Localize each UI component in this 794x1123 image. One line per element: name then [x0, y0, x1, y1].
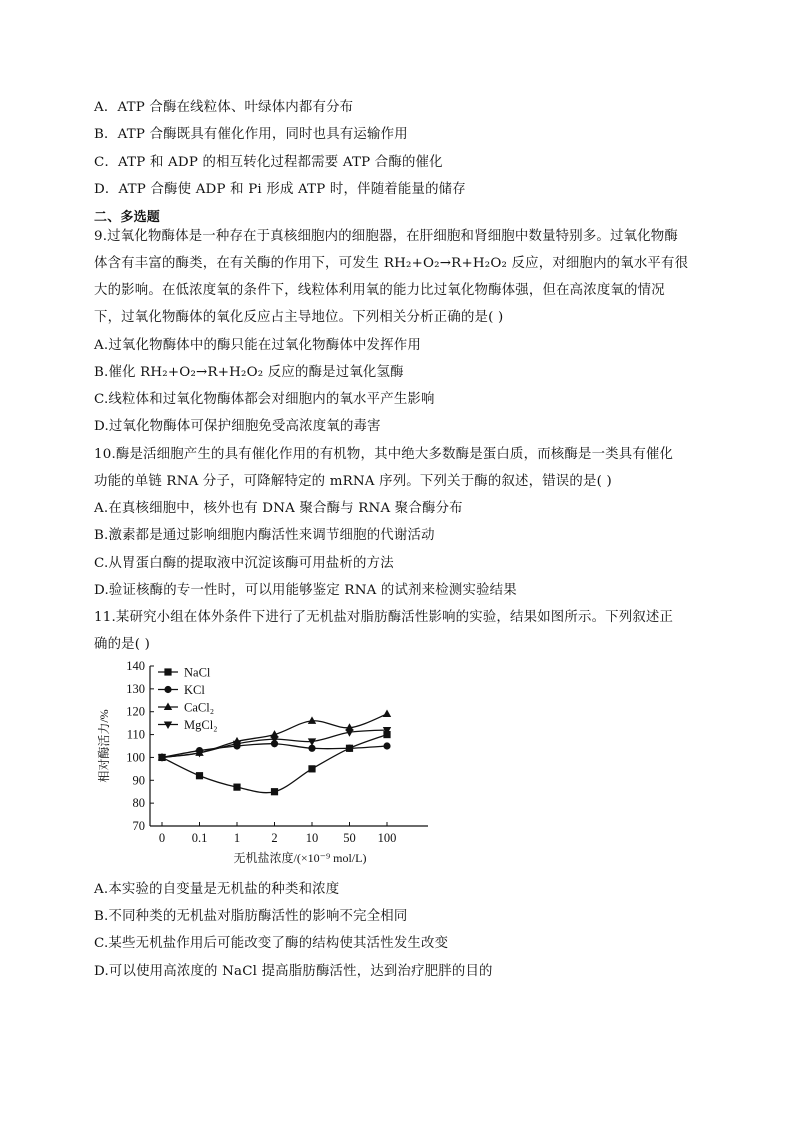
enzyme-activity-chart [94, 654, 444, 870]
legend-marker [164, 686, 171, 693]
q10-option-a: A.在真核细胞中，核外也有 DNA 聚合酶与 RNA 聚合酶分布 [94, 501, 463, 516]
x-tick-label: 2 [271, 831, 278, 845]
q10-stem-line-2: 功能的单链 RNA 分子，可降解特定的 mRNA 序列。下列关于酶的叙述，错误的是( ) [94, 474, 612, 489]
y-axis-label: 相对酶活力/% [97, 709, 111, 783]
data-point [308, 716, 316, 724]
y-tick-label: 130 [126, 681, 145, 696]
q10-option-d: D.验证核酶的专一性时，可以用能够鉴定 RNA 的试剂来检测实验结果 [94, 583, 517, 598]
data-point [233, 784, 240, 791]
q11-stem-line-2: 确的是( ) [94, 637, 151, 652]
q9-option-d: D.过氧化物酶体可保护细胞免受高浓度氧的毒害 [94, 419, 381, 434]
q9-stem-line-3: 大的影响。在低浓度氧的条件下，线粒体利用氧的能力比过氧化物酶体强，但在高浓度氧的情况 [94, 283, 665, 298]
y-tick-label: 90 [132, 773, 145, 788]
q10-option-c: C.从胃蛋白酶的提取液中沉淀该酶可用盐析的方法 [94, 556, 394, 571]
x-tick-label: 100 [377, 831, 397, 845]
q8-option-d: D．ATP 合酶使 ADP 和 Pi 形成 ATP 时，伴随着能量的储存 [94, 182, 466, 197]
section-title: 二、多选题 [94, 210, 161, 225]
y-tick-label: 80 [132, 796, 145, 811]
y-tick-label: 120 [126, 704, 145, 719]
x-tick-label: 1 [233, 831, 241, 845]
x-tick-label: 10 [305, 831, 319, 845]
y-tick-label: 140 [126, 659, 145, 673]
q9-option-b: B.催化 RH₂+O₂→R+H₂O₂ 反应的酶是过氧化氢酶 [94, 365, 404, 380]
q11-option-a: A.本实验的自变量是无机盐的种类和浓度 [94, 882, 340, 897]
x-tick-label: 0 [158, 831, 166, 845]
q9-stem-line-1: 9.过氧化物酶体是一种存在于真核细胞内的细胞器，在肝细胞和肾细胞中数量特别多。过氧化物酶 [94, 229, 678, 244]
q11-option-d: D.可以使用高浓度的 NaCl 提高脂肪酶活性，达到治疗肥胖的目的 [94, 964, 493, 979]
data-point [271, 788, 278, 795]
q8-option-a: A．ATP 合酶在线粒体、叶绿体内都有分布 [94, 100, 354, 115]
legend-label: MgCl₂ [184, 718, 218, 732]
legend-label: NaCl [184, 665, 211, 680]
q8-option-c: C．ATP 和 ADP 的相互转化过程都需要 ATP 合酶的催化 [94, 155, 443, 170]
data-point [383, 742, 390, 749]
chart-axes [126, 659, 428, 845]
q9-stem-line-2: 体含有丰富的酶类，在有关酶的作用下，可发生 RH₂+O₂→R+H₂O₂ 反应，对细胞内的氧水平有很 [94, 256, 689, 271]
q10-option-b: B.激素都是通过影响细胞内酶活性来调节细胞的代谢活动 [94, 528, 435, 543]
q11-option-b: B.不同种类的无机盐对脂肪酶活性的影响不完全相同 [94, 909, 408, 924]
q9-option-a: A.过氧化物酶体中的酶只能在过氧化物酶体中发挥作用 [94, 338, 421, 353]
y-tick-label: 110 [126, 727, 145, 742]
x-tick-label: 0.1 [191, 831, 208, 845]
legend-label: KCl [184, 683, 205, 697]
data-point [308, 765, 315, 772]
data-point [346, 745, 353, 752]
q10-stem-line-1: 10.酶是活细胞产生的具有催化作用的有机物，其中绝大多数酶是蛋白质，而核酶是一类具有催化 [94, 447, 674, 462]
data-point [196, 772, 203, 779]
y-tick-label: 70 [132, 819, 145, 833]
q9-option-c: C.线粒体和过氧化物酶体都会对细胞内的氧水平产生影响 [94, 392, 435, 407]
legend-marker [164, 722, 172, 730]
x-tick-label: 50 [343, 831, 356, 845]
legend-label: CaCl₂ [184, 700, 215, 715]
legend-marker [164, 668, 171, 675]
data-point [383, 710, 391, 718]
q11-option-c: C.某些无机盐作用后可能改变了酶的结构使其活性发生改变 [94, 936, 449, 951]
q8-option-b: B．ATP 合酶既具有催化作用，同时也具有运输作用 [94, 127, 408, 142]
y-tick-label: 100 [126, 750, 145, 765]
chart-legend [158, 666, 218, 733]
x-axis-label: 无机盐浓度/(×10⁻⁹ mol/L) [233, 851, 367, 865]
legend-marker [164, 703, 172, 711]
q9-stem-line-4: 下，过氧化物酶体的氧化反应占主导地位。下列相关分析正确的是( ) [94, 310, 504, 325]
q11-stem-line-1: 11.某研究小组在体外条件下进行了无机盐对脂肪酶活性影响的实验，结果如图所示。下列叙述正 [94, 610, 674, 625]
